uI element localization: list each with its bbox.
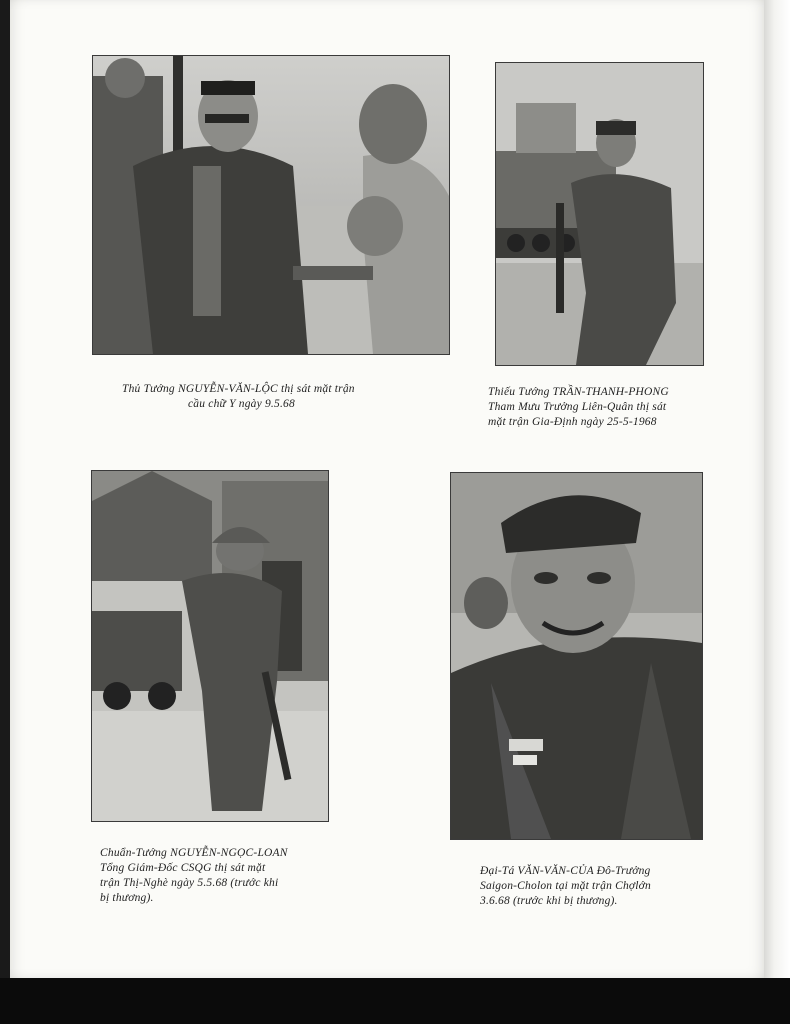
caption-4-line-2: Saigon-Cholon tại mặt trận Chợlớn [480,880,651,892]
scan-bottom-border [0,978,790,1024]
caption-2-line-2: Tham Mưu Trưởng Liên-Quân thị sát [488,401,667,413]
caption-photo-2 [488,385,748,430]
caption-2-line-1: Thiếu Tướng TRẦN-THANH-PHONG [488,386,669,398]
caption-3-line-1: Chuẩn-Tướng NGUYỄN-NGỌC-LOAN [100,847,288,859]
caption-2-line-3: mặt trận Gia-Định ngày 25-5-1968 [488,416,657,428]
page-edge [764,0,790,1000]
caption-1-line-1: Thủ Tướng NGUYỄN-VĂN-LỘC thị sát mặt trận [122,383,355,395]
caption-3-line-4: bị thương). [100,892,154,904]
caption-1-line-2: cầu chữ Y ngày 9.5.68 [188,398,295,410]
caption-3-line-3: trận Thị-Nghè ngày 5.5.68 (trước khi [100,877,279,889]
photo-general-loan [91,470,329,822]
caption-photo-3 [100,846,330,906]
photo-colonel-cua [450,472,703,840]
photo-general-phong [495,62,704,366]
caption-photo-1 [122,382,422,412]
caption-4-line-1: Đại-Tá VĂN-VĂN-CỦA Đô-Trưởng [480,865,651,877]
caption-photo-4 [480,864,740,909]
photo-prime-minister-loc [92,55,450,355]
caption-3-line-2: Tổng Giám-Đốc CSQG thị sát mặt [100,862,266,874]
caption-4-line-3: 3.6.68 (trước khi bị thương). [480,895,618,907]
